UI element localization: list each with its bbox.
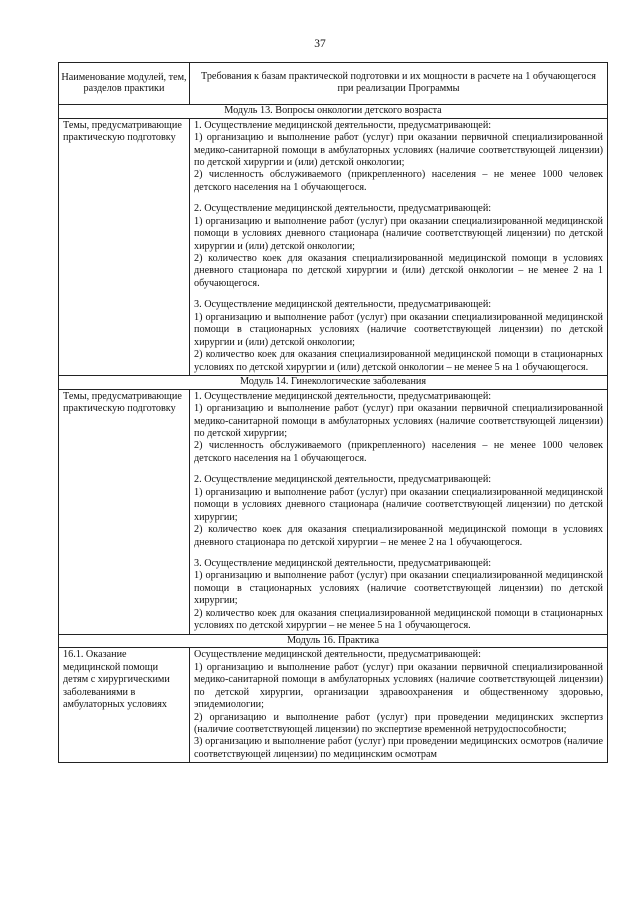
requirement-line: 2) организацию и выполнение работ (услуг) при проведении медицинских экспертиз (наличие соответствующей лицензии) по экспертизе временной нетрудоспособности;	[194, 711, 603, 735]
module-row	[59, 634, 608, 648]
requirement-line: 2. Осуществление медицинской деятельности, предусматривающей:	[194, 203, 492, 215]
module-row	[59, 104, 608, 118]
table-row	[59, 389, 608, 634]
requirement-block	[194, 120, 603, 195]
requirement-line: 2) численность обслуживаемого (прикрепленного) населения – не менее 1000 человек детского населения на 1 обучающегося.	[194, 169, 603, 193]
requirement-block	[194, 474, 603, 549]
requirement-line: 1) организацию и выполнение работ (услуг) при оказании первичной специализированной медико-санитарной помощи в амбулаторных условиях (наличие соответствующей лицензии) по детской хирургии;	[194, 403, 603, 439]
requirement-line: 2. Осуществление медицинской деятельности, предусматривающей:	[194, 474, 492, 486]
requirement-line: 2) количество коек для оказания специализированной медицинской помощи в стационарных условиях по детской хирургии и (или) детской онкологии – не менее 5 на 1 обучающегося.	[194, 349, 603, 373]
topic-cell: Темы, предусматривающие практическую подготовку	[59, 389, 190, 634]
requirement-line: 2) количество коек для оказания специализированной медицинской помощи в условиях дневного стационара по детской хирургии – не менее 2 на 1 обучающегося.	[194, 524, 603, 548]
requirement-line: 1) организацию и выполнение работ (услуг) при оказании специализированной медицинской помощи в условиях дневного стационара (наличие соответствующей лицензии) по детской хирургии и (или) детской онкологии;	[194, 215, 603, 252]
module-title: Модуль 14. Гинекологические заболевания	[59, 375, 608, 389]
requirement-block	[194, 299, 603, 374]
requirement-block	[194, 649, 603, 761]
table-row	[59, 648, 608, 763]
requirement-line: 3. Осуществление медицинской деятельности, предусматривающей:	[194, 557, 492, 569]
table-row	[59, 118, 608, 375]
module-title: Модуль 16. Практика	[59, 634, 608, 648]
requirement-line: 2) количество коек для оказания специализированной медицинской помощи в условиях дневного стационара по детской хирургии и (или) детской онкологии – не менее 2 на 1 обучающегося.	[194, 253, 603, 289]
topic-cell: 16.1. Оказание медицинской помощи детям с хирургическими заболеваниями в амбулаторных условиях	[59, 648, 190, 763]
header-column-2: Требования к базам практической подготовки и их мощности в расчете на 1 обучающегося при реализации Программы	[190, 63, 608, 105]
requirement-line: 1) организацию и выполнение работ (услуг) при оказании первичной специализированной медико-санитарной помощи в амбулаторных условиях (наличие соответствующей лицензии) по детской хирургии и (или) детской онкологии;	[194, 132, 603, 168]
requirement-line: 2) численность обслуживаемого (прикрепленного) населения – не менее 1000 человек детского населения на 1 обучающегося.	[194, 440, 603, 464]
requirement-line: 3. Осуществление медицинской деятельности, предусматривающей:	[194, 299, 492, 311]
requirements-cell	[190, 648, 608, 763]
requirements-table	[58, 62, 608, 763]
requirement-line: 1. Осуществление медицинской деятельности, предусматривающей:	[194, 119, 492, 131]
requirement-line: 1) организацию и выполнение работ (услуг) при оказании специализированной медицинской помощи в условиях дневного стационара (наличие соответствующей лицензии) по детской хирургии;	[194, 486, 603, 523]
requirement-line: 1) организацию и выполнение работ (услуг) при оказании первичной специализированной медико-санитарной помощи в амбулаторных условиях (наличие соответствующей лицензии) по детской хирургии, организации здравоохранения и общественному здоровью, эпидемиологии;	[194, 661, 603, 711]
page-number: 37	[314, 38, 326, 50]
requirements-cell	[190, 389, 608, 634]
module-row	[59, 375, 608, 389]
module-title: Модуль 13. Вопросы онкологии детского возраста	[59, 104, 608, 118]
requirement-line: 1) организацию и выполнение работ (услуг) при оказании специализированной медицинской помощи в стационарных условиях (наличие соответствующей лицензии) по детской хирургии и (или) детской онкологии;	[194, 311, 603, 348]
topic-cell: Темы, предусматривающие практическую подготовку	[59, 118, 190, 375]
requirement-block	[194, 203, 603, 290]
requirement-line: 1. Осуществление медицинской деятельности, предусматривающей:	[194, 390, 492, 402]
requirements-cell	[190, 118, 608, 375]
requirement-line: 1) организацию и выполнение работ (услуг) при оказании специализированной медицинской помощи в стационарных условиях (наличие соответствующей лицензии) по детской хирургии;	[194, 570, 603, 607]
requirement-block	[194, 558, 603, 633]
requirement-block	[194, 391, 603, 466]
requirement-line: Осуществление медицинской деятельности, предусматривающей:	[194, 649, 481, 661]
header-column-1: Наименование модулей, тем, разделов практики	[59, 63, 190, 105]
table-header-row	[59, 63, 608, 105]
requirement-line: 3) организацию и выполнение работ (услуг) при проведении медицинских осмотров (наличие соответствующей лицензии) по медицинским осмотрам	[194, 736, 603, 760]
requirement-line: 2) количество коек для оказания специализированной медицинской помощи в стационарных условиях по детской хирургии – не менее 5 на 1 обучающегося.	[194, 607, 603, 632]
